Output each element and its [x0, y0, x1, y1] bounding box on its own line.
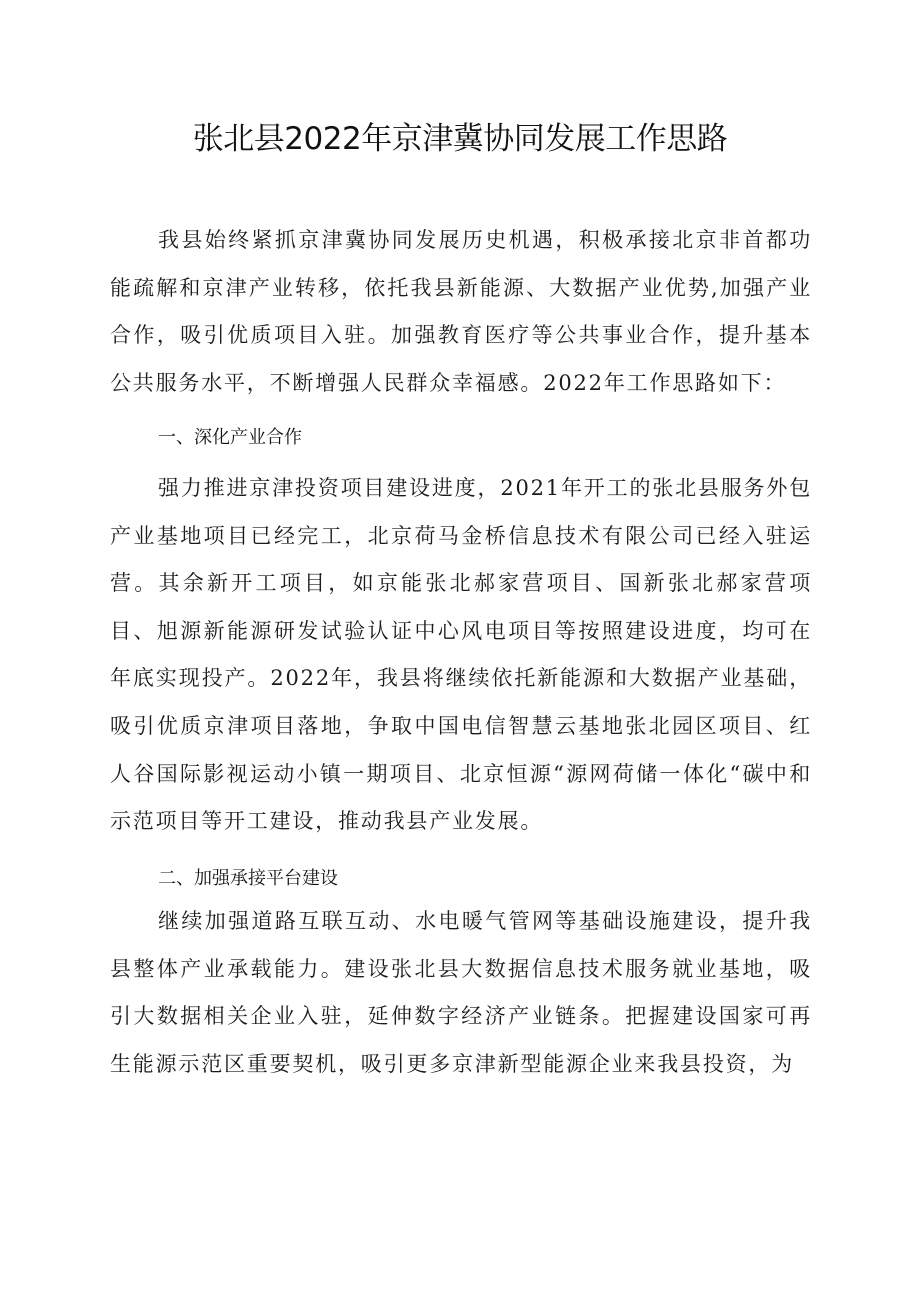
section-heading-1: 一、深化产业合作 — [158, 427, 302, 448]
section-1-paragraph: 强力推进京津投资项目建设进度，2021年开工的张北县服务外包产业基地项目已经完工，北京荷马金桥信息技术有限公司已经入驻运营。其余新开工项目，如京能张北郝家营项目、国新张北郝家营项目、旭源新能源研发试验认证中心风电项目等按照建设进度，均可在年底实现投产。2022年，我县将继续依托新能源和大数据产业基础，吸引优质京津项目落地，争取中国电信智慧云基地张北园区项目、红人谷国际影视运动小镇一期项目、北京恒源“源网荷储一体化“碳中和示范项目等开工建设，推动我县产业发展。 — [110, 476, 812, 834]
section-2-paragraph: 继续加强道路互联互动、水电暖气管网等基础设施建设，提升我县整体产业承载能力。建设张北县大数据信息技术服务就业基地，吸引大数据相关企业入驻，延伸数字经济产业链条。把握建设国家可再生能源示范区重要契机，吸引更多京津新型能源企业来我县投资，为 — [110, 909, 812, 1076]
document-title: 张北县2022年京津冀协同发展工作思路 — [192, 121, 728, 157]
section-heading-2: 二、加强承接平台建设 — [158, 868, 338, 889]
intro-paragraph: 我县始终紧抓京津冀协同发展历史机遇，积极承接北京非首都功能疏解和京津产业转移，依托我县新能源、大数据产业优势,加强产业合作，吸引优质项目入驻。加强教育医疗等公共事业合作，提升基本公共服务水平，不断增强人民群众幸福感。2022年工作思路如下： — [110, 228, 812, 395]
